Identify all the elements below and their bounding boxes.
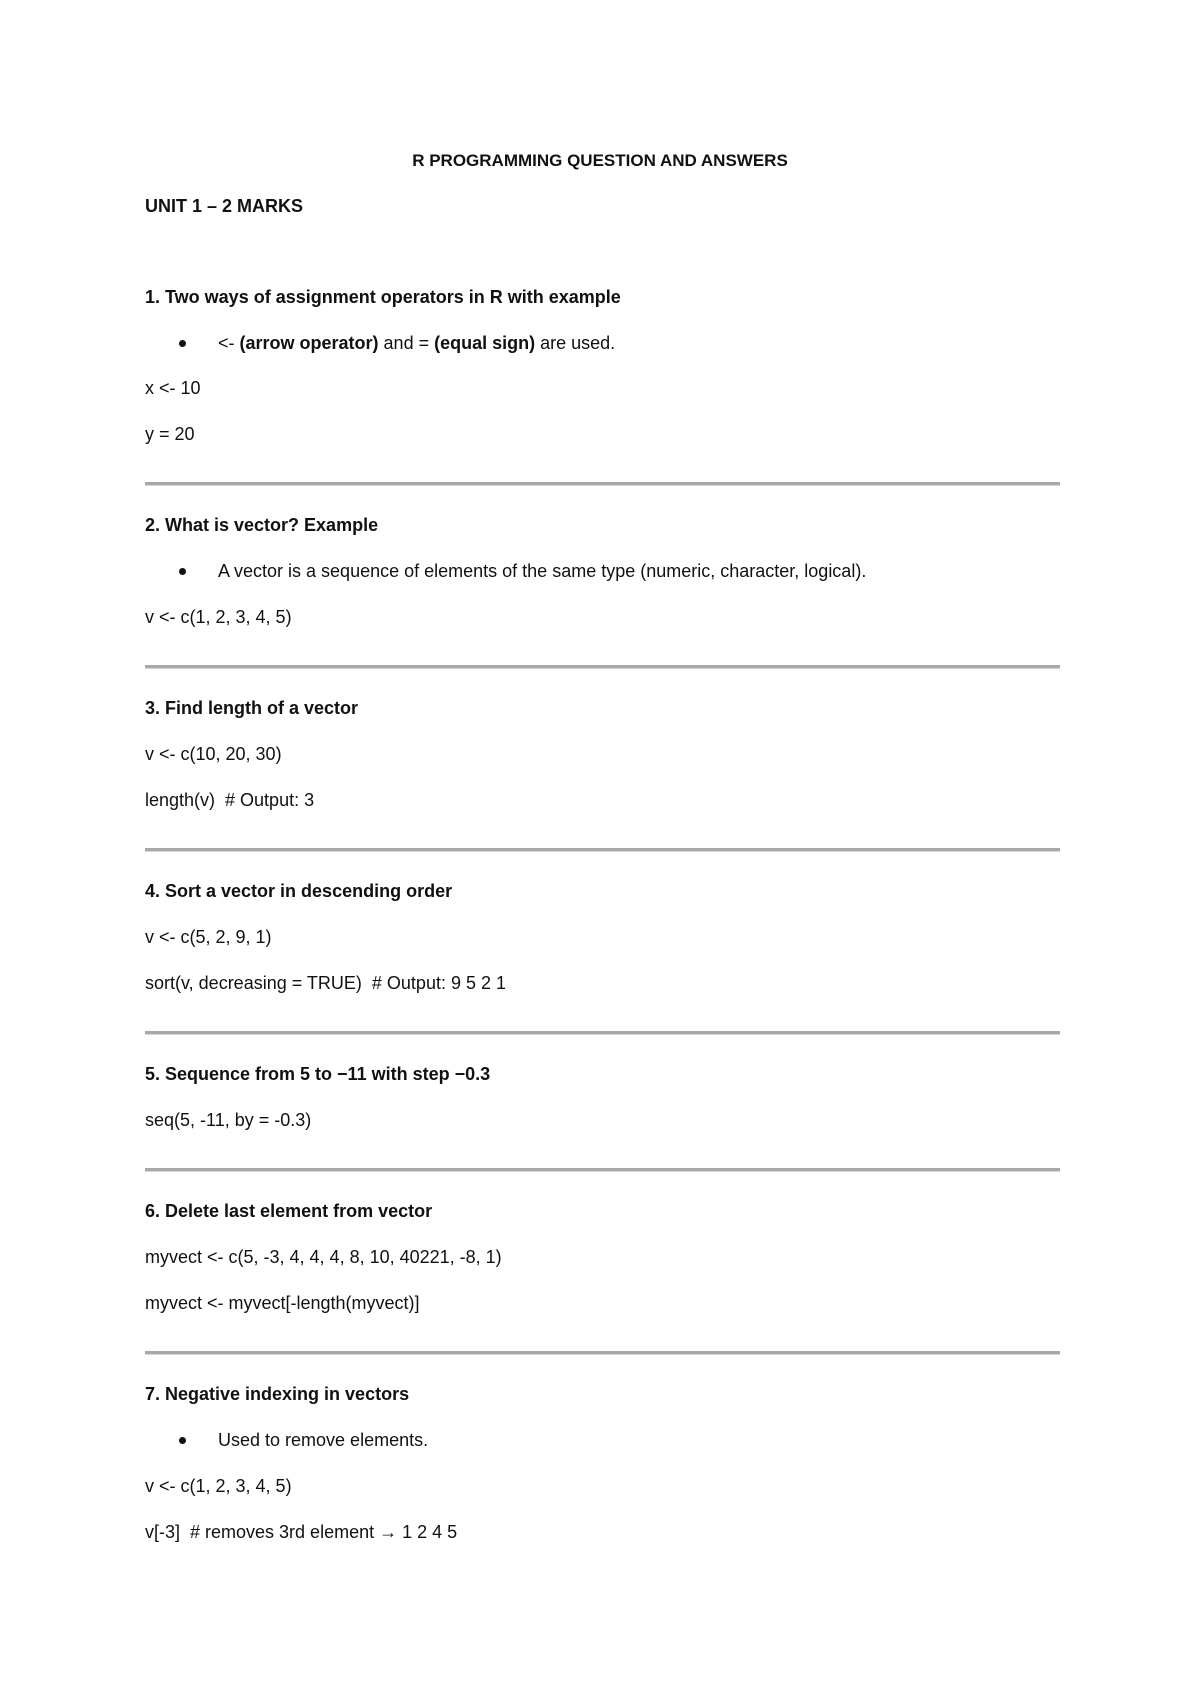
- bullet-text: Used to remove elements.: [218, 1430, 429, 1450]
- question-1-bullet: [185, 332, 616, 420]
- code-line: myvect <- myvect[-length(myvect)]: [145, 1293, 420, 1313]
- question-7-heading: 7. Negative indexing in vectors: [145, 1384, 410, 1404]
- section-divider: [145, 482, 1060, 486]
- bullet-icon: [179, 340, 186, 347]
- section-divider: [145, 1031, 1060, 1035]
- bullet-text: A vector is a sequence of elements of the same type (numeric, character, logical).: [218, 561, 867, 581]
- bullet-text: [218, 332, 615, 354]
- code-line: v <- c(5, 2, 9, 1): [145, 927, 272, 947]
- bullet-text-arrow-desc: (arrow operator): [239, 333, 379, 353]
- code-line: v[-3] # removes 3rd element → 1 2 4 5: [145, 1522, 458, 1542]
- bullet-icon: [179, 568, 186, 575]
- code-line: y = 20: [145, 424, 195, 444]
- code-line: x <- 10: [145, 378, 201, 398]
- bullet-text-arrow: <-: [218, 333, 240, 353]
- code-line: length(v) # Output: 3: [145, 790, 315, 810]
- code-line: seq(5, -11, by = -0.3): [145, 1110, 312, 1130]
- question-3-heading: 3. Find length of a vector: [145, 698, 359, 718]
- code-line: myvect <- c(5, -3, 4, 4, 4, 8, 10, 40221, -8, 1): [145, 1247, 502, 1267]
- bullet-text-end: are used.: [535, 333, 616, 353]
- question-1-heading: 1. Two ways of assignment operators in R with example: [145, 287, 621, 307]
- bullet-icon: [179, 1437, 186, 1444]
- bullet-text-and: and =: [378, 333, 435, 353]
- question-5-heading: 5. Sequence from 5 to −11 with step −0.3: [145, 1064, 491, 1084]
- document-title: R PROGRAMMING QUESTION AND ANSWERS: [412, 151, 788, 170]
- code-line: v <- c(1, 2, 3, 4, 5): [145, 1476, 292, 1496]
- unit-heading: UNIT 1 – 2 MARKS: [145, 196, 304, 216]
- question-2-heading: 2. What is vector? Example: [145, 515, 379, 535]
- section-divider: [145, 665, 1060, 669]
- section-divider: [145, 848, 1060, 852]
- question-6-heading: 6. Delete last element from vector: [145, 1201, 433, 1221]
- code-line: v <- c(1, 2, 3, 4, 5): [145, 607, 292, 627]
- section-divider: [145, 1351, 1060, 1355]
- bullet-text-equal-desc: (equal sign): [434, 333, 536, 353]
- section-divider: [145, 1168, 1060, 1172]
- question-4-heading: 4. Sort a vector in descending order: [145, 881, 453, 901]
- code-line: v <- c(10, 20, 30): [145, 744, 282, 764]
- code-line: sort(v, decreasing = TRUE) # Output: 9 5 2 1: [145, 973, 507, 993]
